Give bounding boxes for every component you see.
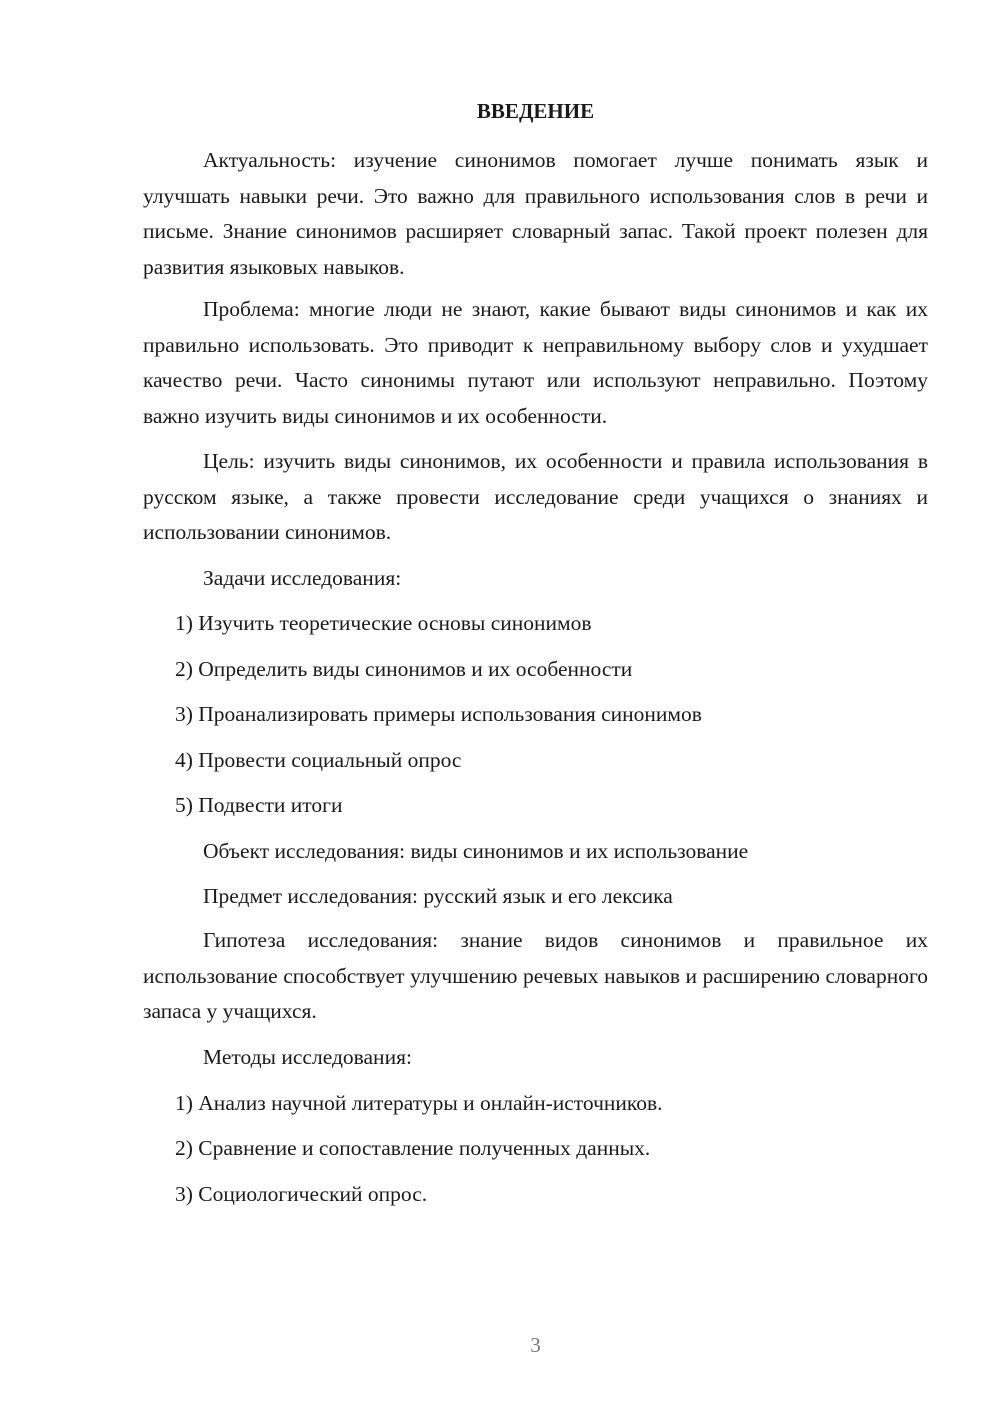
hypothesis-paragraph: Гипотеза исследования: знание видов синонимов и правильное их использование способствует улучшению речевых навыков и расширению словарного запаса у учащихся. <box>143 928 928 1023</box>
method-item: 3) Социологический опрос. <box>175 1182 428 1206</box>
methods-heading: Методы исследования: <box>203 1045 412 1069</box>
task-item: 5) Подвести итоги <box>175 793 343 817</box>
section-title: ВВЕДЕНИЕ <box>476 99 595 123</box>
method-item: 2) Сравнение и сопоставление полученных данных. <box>175 1136 651 1160</box>
goal-paragraph: Цель: изучить виды синонимов, их особенности и правила использования в русском языке, а также провести исследование среди учащихся о знаниях и использовании синонимов. <box>143 449 928 544</box>
relevance-paragraph: Актуальность: изучение синонимов помогает лучше понимать язык и улучшать навыки речи. Это важно для правильного использования слов в речи и письме. Знание синонимов расширяет словарный запас. Такой проект полезен для развития языковых навыков. <box>143 148 928 279</box>
task-item: 4) Провести социальный опрос <box>175 748 462 772</box>
document-page <box>143 0 928 1414</box>
task-item: 1) Изучить теоретические основы синонимов <box>175 611 592 635</box>
research-subject: Предмет исследования: русский язык и его лексика <box>203 884 673 908</box>
method-item: 1) Анализ научной литературы и онлайн-источников. <box>175 1091 663 1115</box>
research-object: Объект исследования: виды синонимов и их использование <box>203 839 749 863</box>
page-number: 3 <box>530 1333 541 1357</box>
task-item: 2) Определить виды синонимов и их особенности <box>175 657 633 681</box>
problem-paragraph: Проблема: многие люди не знают, какие бывают виды синонимов и как их правильно использовать. Это приводит к неправильному выбору слов и ухудшает качество речи. Часто синонимы путают или используют неправильно. Поэтому важно изучить виды синонимов и их особенности. <box>143 297 928 428</box>
task-item: 3) Проанализировать примеры использования синонимов <box>175 702 702 726</box>
tasks-heading: Задачи исследования: <box>203 566 402 590</box>
